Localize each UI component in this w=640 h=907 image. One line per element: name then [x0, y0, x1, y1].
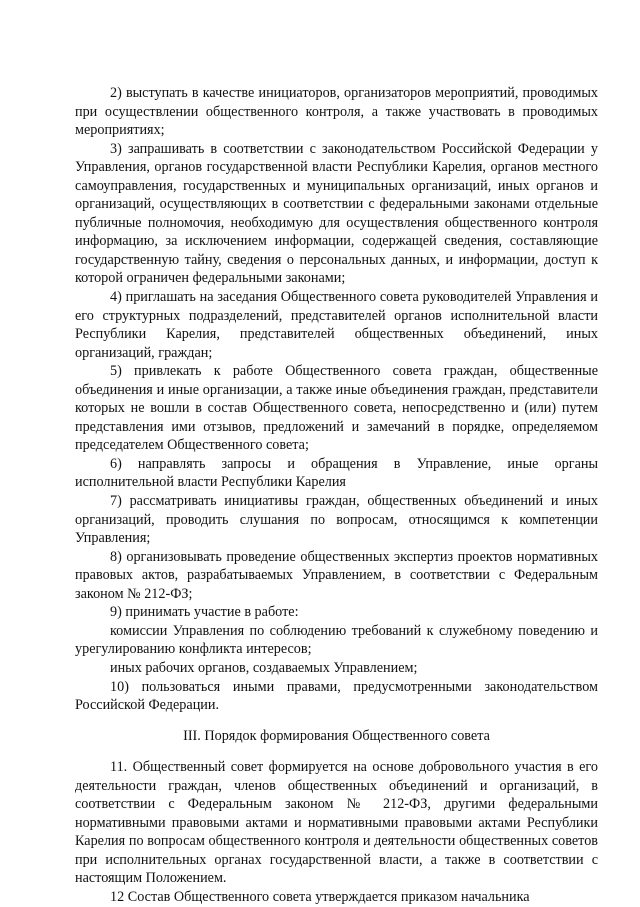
paragraph-item-3: 3) запрашивать в соответствии с законодательством Российской Федерации у Управления, органов государственной власти Республики Карелия, органов местного самоуправления, государственных и муниципальных организаций, иных органов и организаций, осуществляющих в соответствии с федеральными законами отдельные публичные полномочия, необходимую для осуществления общественного контроля информацию, за исключением информации, содержащей сведения, составляющие государственную тайну, сведения о персональных данных, и информации, доступ к которой ограничен федеральными законами; [75, 140, 598, 287]
paragraph-item-8: 8) организовывать проведение общественных экспертиз проектов нормативных правовых актов, разрабатываемых Управлением, в соответствии с Федеральным законом № 212-ФЗ; [75, 548, 598, 602]
paragraph-item-9: 9) принимать участие в работе: [110, 604, 299, 621]
section-heading: III. Порядок формирования Общественного совета [183, 727, 490, 744]
paragraph-item-10: 10) пользоваться иными правами, предусмотренными законодательством Российской Федерации. [75, 678, 598, 714]
paragraph-item-9-sub-other-bodies: иных рабочих органов, создаваемых Управлением; [110, 659, 418, 676]
paragraph-clause-11: 11. Общественный совет формируется на основе добровольного участия в его деятельности граждан, членов общественных объединений и организаций, в соответствии с Федеральным законом № 212-ФЗ, другими федеральными нормативными правовыми актами и нормативными правовыми актами Республики Карелия по вопросам общественного контроля и деятельности общественных советов при исполнительных органах государственной власти, а также в соответствии с настоящим Положением. [75, 759, 598, 887]
document-page [75, 84, 598, 907]
paragraph-item-4: 4) приглашать на заседания Общественного совета руководителей Управления и его структурных подразделений, представителей органов исполнительной власти Республики Карелия, представителей общественных объединений, иных организаций, граждан; [75, 289, 598, 361]
paragraph-clause-12: 12 Состав Общественного совета утверждается приказом начальника [110, 888, 530, 905]
paragraph-item-7: 7) рассматривать инициативы граждан, общественных объединений и иных организаций, проводить слушания по вопросам, относящимся к компетенции Управления; [75, 493, 598, 547]
paragraph-item-5: 5) привлекать к работе Общественного совета граждан, общественные объединения и иные организации, а также иные объединения граждан, представители которых не вошли в состав Общественного совета, непосредственно и (или) путем представления ими отзывов, предложений и замечаний в порядке, определяемом председателем Общественного совета; [75, 363, 598, 454]
paragraph-item-2: 2) выступать в качестве инициаторов, организаторов мероприятий, проводимых при осуществлении общественного контроля, а также участвовать в проводимых мероприятиях; [75, 85, 598, 139]
paragraph-item-6: 6) направлять запросы и обращения в Управление, иные органы исполнительной власти Республики Карелия [75, 455, 598, 491]
paragraph-item-9-sub-commission: комиссии Управления по соблюдению требований к служебному поведению и урегулированию конфликта интересов; [75, 622, 598, 658]
